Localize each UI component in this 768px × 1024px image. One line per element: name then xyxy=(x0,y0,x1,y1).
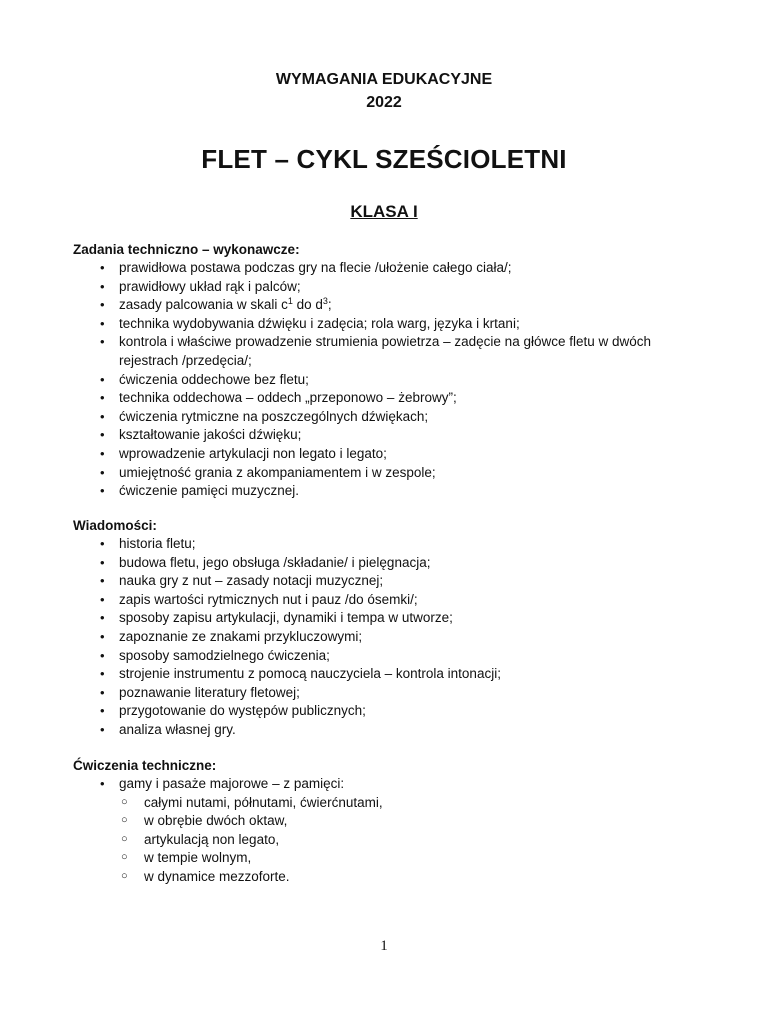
circle-bullet-icon: ○ xyxy=(121,832,128,845)
bullet-icon: • xyxy=(100,334,105,350)
bullet-icon: • xyxy=(100,776,105,791)
list-item: • wprowadzenie artykulacji non legato i legato; xyxy=(73,445,713,464)
list-item: • analiza własnej gry. xyxy=(73,721,713,740)
section-title: Zadania techniczno – wykonawcze: xyxy=(73,242,300,257)
bullet-icon: • xyxy=(100,703,105,719)
list-item: • ćwiczenie pamięci muzycznej. xyxy=(73,482,713,501)
bullet-icon: • xyxy=(100,591,105,607)
sub-list-item: ○ w obrębie dwóch oktaw, xyxy=(121,813,288,829)
bullet-list xyxy=(73,259,713,501)
list-item: • nauka gry z nut – zasady notacji muzycznej; xyxy=(73,572,713,591)
list-item: • zapis wartości rytmicznych nut i pauz /do ósemki/; xyxy=(73,591,713,610)
list-item: • poznawanie literatury fletowej; xyxy=(73,684,713,703)
bullet-icon: • xyxy=(100,445,105,461)
section-knowledge xyxy=(73,517,713,740)
sub-list-item: ○ artykulacją non legato, xyxy=(121,831,280,847)
section-technical-tasks xyxy=(73,241,713,501)
bullet-icon: • xyxy=(100,721,105,737)
bullet-icon: • xyxy=(100,390,105,406)
list-item: • budowa fletu, jego obsługa /składanie/ i pielęgnacja; xyxy=(73,554,713,573)
list-item: • sposoby samodzielnego ćwiczenia; xyxy=(73,647,713,666)
bullet-icon: • xyxy=(100,610,105,626)
bullet-icon: • xyxy=(100,536,105,551)
bullet-icon: • xyxy=(100,464,105,480)
sub-list-item: ○ w tempie wolnym, xyxy=(121,850,252,866)
list-item: • strojenie instrumentu z pomocą nauczyciela – kontrola intonacji; xyxy=(73,665,713,684)
bullet-icon: • xyxy=(100,647,105,663)
circle-bullet-icon: ○ xyxy=(121,814,128,827)
list-item: • zapoznanie ze znakami przykluczowymi; xyxy=(73,628,713,647)
bullet-icon: • xyxy=(100,666,105,682)
sub-list-item: ○ całymi nutami, półnutami, ćwierćnutami, xyxy=(121,794,383,810)
bullet-icon: • xyxy=(100,427,105,443)
circle-bullet-icon: ○ xyxy=(121,869,128,882)
bullet-icon: • xyxy=(100,554,105,570)
list-item: • prawidłowy układ rąk i palców; xyxy=(73,278,713,297)
circle-bullet-icon: ○ xyxy=(121,795,128,808)
list-item: • sposoby zapisu artykulacji, dynamiki i tempa w utworze; xyxy=(73,609,713,628)
list-item: • ćwiczenia rytmiczne na poszczególnych dźwiękach; xyxy=(73,408,713,427)
bullet-icon: • xyxy=(100,315,105,331)
list-item: • umiejętność grania z akompaniamentem i w zespole; xyxy=(73,464,713,483)
list-item: • przygotowanie do występów publicznych; xyxy=(73,702,713,721)
bullet-icon: • xyxy=(100,408,105,424)
circle-bullet-icon: ○ xyxy=(121,851,128,864)
section-title: Ćwiczenia techniczne: xyxy=(73,758,217,773)
list-item: • ćwiczenia oddechowe bez fletu; xyxy=(73,371,713,390)
bullet-list xyxy=(73,535,713,740)
list-item: • gamy i pasaże majorowe – z pamięci: xyxy=(73,775,713,794)
page-number: 1 xyxy=(380,938,388,954)
header-line-2: 2022 xyxy=(366,94,402,111)
bullet-icon: • xyxy=(100,297,105,313)
bullet-icon: • xyxy=(100,628,105,644)
class-heading: KLASA I xyxy=(350,202,418,221)
list-item: • technika wydobywania dźwięku i zadęcia; rola warg, języka i krtani; xyxy=(73,315,713,334)
page-title: FLET – CYKL SZEŚCIOLETNI xyxy=(201,144,567,174)
list-item: • technika oddechowa – oddech „przeponowo – żebrowy”; xyxy=(73,389,713,408)
list-item: • kontrola i właściwe prowadzenie strumienia powietrza – zadęcie na główce fletu w dwóch rejestrach /przedęcia/; xyxy=(100,334,652,368)
list-item: • zasady palcowania w skali $c^1$ do $d^3$; xyxy=(73,296,713,315)
section-technical-exercises xyxy=(73,757,713,887)
bullet-icon: • xyxy=(100,684,105,700)
bullet-icon: • xyxy=(100,483,105,499)
bullet-list xyxy=(73,775,713,794)
section-title: Wiadomości: xyxy=(73,518,157,533)
bullet-icon: • xyxy=(100,260,105,275)
header-line-1: WYMAGANIA EDUKACYJNE xyxy=(275,71,493,88)
sub-bullet-list xyxy=(73,794,713,887)
list-item: • historia fletu; xyxy=(73,535,713,554)
list-item: • prawidłowa postawa podczas gry na flecie /ułożenie całego ciała/; xyxy=(73,259,713,278)
bullet-icon: • xyxy=(100,278,105,294)
sub-list-item: ○ w dynamice mezzoforte. xyxy=(121,868,290,884)
bullet-icon: • xyxy=(100,371,105,387)
list-item: • kształtowanie jakości dźwięku; xyxy=(73,426,713,445)
bullet-icon: • xyxy=(100,573,105,589)
